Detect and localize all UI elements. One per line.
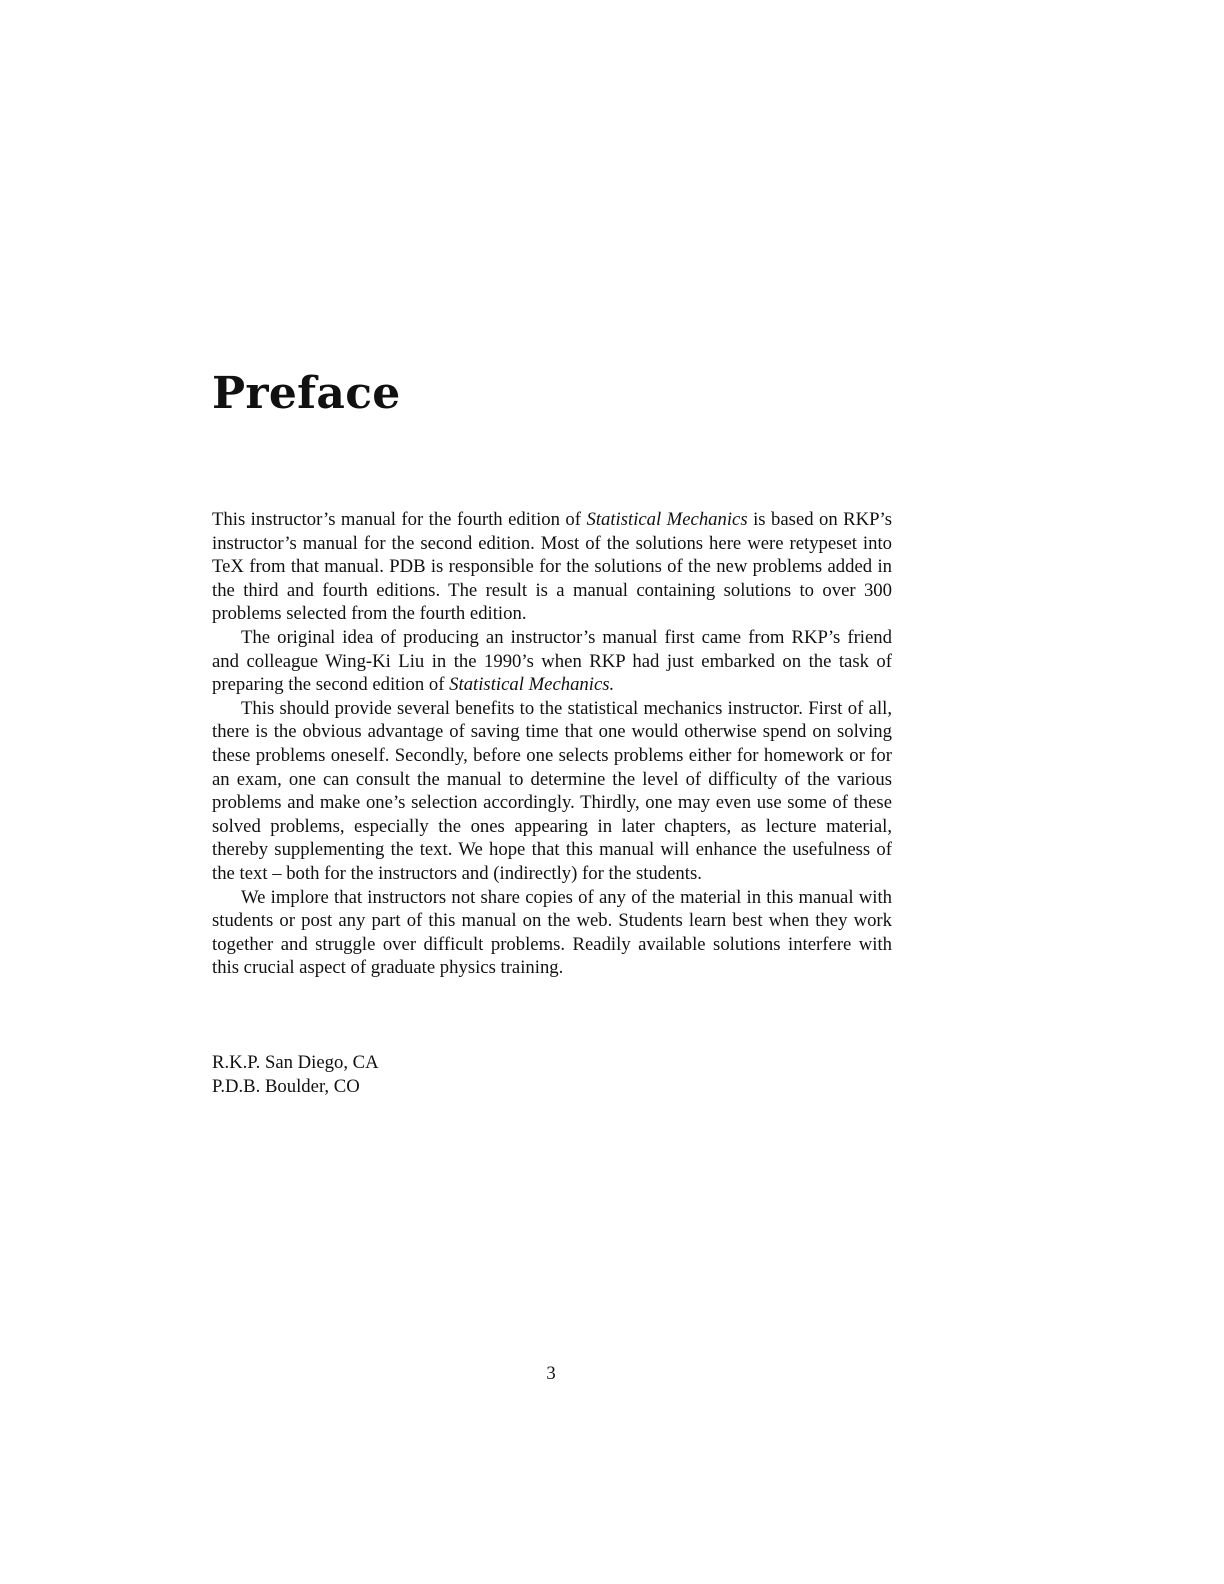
chapter-title: Preface xyxy=(212,368,401,419)
paragraph-2-text-start: The original idea of producing an instructor’s manual first came from RKP’s friend and colleague Wing-Ki Liu in the 1990’s when RKP had just embarked on the task of preparing the second edition of xyxy=(212,626,892,696)
paragraph-3: This should provide several benefits to the statistical mechanics instructor. First of all, there is the obvious advantage of saving time that one would otherwise spend on solving these problems oneself. Secondly, before one selects problems either for homework or for an exam, one can consult the manual to determine the level of difficulty of the various problems and make one’s selection accordingly. Thirdly, one may even use some of these solved problems, especially the ones appearing in later chapters, as lecture material, thereby supplementing the text. We hope that this manual will enhance the usefulness of the text – both for the instructors and (indirectly) for the students. xyxy=(212,697,892,884)
paragraph-2 xyxy=(212,626,892,697)
page-number: 3 xyxy=(546,1363,556,1384)
paragraph-1-text-start: This instructor’s manual for the fourth edition of xyxy=(212,509,587,530)
signature-line: P.D.B. Boulder, CO xyxy=(212,1075,360,1097)
paragraph-4: We implore that instructors not share copies of any of the material in this manual with students or post any part of this manual on the web. Students learn best when they work together and struggle over difficult problems. Readily available solutions interfere with this crucial aspect of graduate physics training. xyxy=(212,886,892,979)
paragraph-1-text-end: is based on RKP’s instructor’s manual for the second edition. Most of the solutions here were retypeset into TeX from that manual. PDB is responsible for the solutions of the new problems added in the third and fourth editions. The result is a manual containing solutions to over 300 problems selected from the fourth edition. xyxy=(212,509,893,625)
preface-body xyxy=(212,508,892,980)
paragraph-1 xyxy=(212,508,892,626)
book-title-italic: Statistical Mechanics. xyxy=(449,674,615,696)
signature-block xyxy=(212,1051,379,1098)
book-title-italic: Statistical Mechanics xyxy=(586,509,748,530)
signature-line: R.K.P. San Diego, CA xyxy=(212,1052,379,1073)
